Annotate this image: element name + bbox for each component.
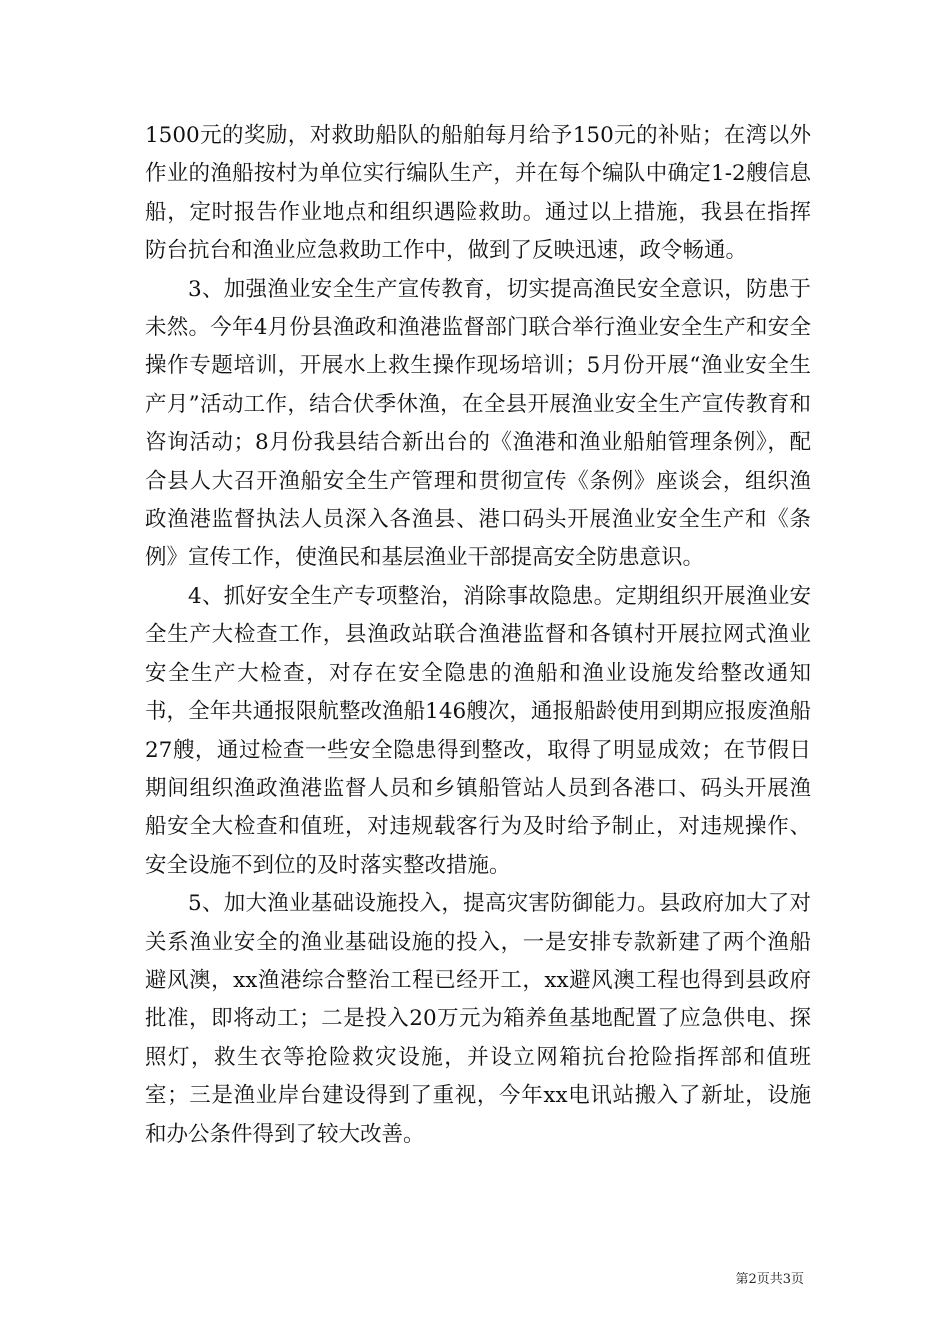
page-number-footer: 第2页共3页 [735, 1272, 804, 1287]
document-body [145, 117, 811, 1154]
paragraph-3: 4、抓好安全生产专项整治，消除事故隐患。定期组织开展渔业安全生产大检查工作，县渔政站联合渔港监督和各镇村开展拉网式渔业安全生产大检查，对存在安全隐患的渔船和渔业设施发给整改通知书，全年共通报限航整改渔船146艘次，通报船龄使用到期应报废渔船27艘，通过检查一些安全隐患得到整改，取得了明显成效；在节假日期间组织渔政渔港监督人员和乡镇船管站人员到各港口、码头开展渔船安全大检查和值班，对违规载客行为及时给予制止，对违规操作、安全设施不到位的及时落实整改措施。 [145, 583, 811, 878]
paragraph-4: 5、加大渔业基础设施投入，提高灾害防御能力。县政府加大了对关系渔业安全的渔业基础设施的投入，一是安排专款新建了两个渔船避风澳，xx渔港综合整治工程已经开工，xx避风澳工程也得到县政府批准，即将动工；二是投入20万元为箱养鱼基地配置了应急供电、探照灯，救生衣等抢险救灾设施，并设立网箱抗台抢险指挥部和值班室；三是渔业岸台建设得到了重视，今年xx电讯站搬入了新址，设施和办公条件得到了较大改善。 [145, 891, 811, 1147]
paragraph-1: 1500元的奖励，对救助船队的船舶每月给予150元的补贴；在湾以外作业的渔船按村为单位实行编队生产，并在每个编队中确定1-2艘信息船，定时报告作业地点和组织遇险救助。通过以上措施，我县在指挥防台抗台和渔业应急救助工作中，做到了反映迅速，政令畅通。 [145, 123, 811, 264]
paragraph-2: 3、加强渔业安全生产宣传教育，切实提高渔民安全意识，防患于未然。今年4月份县渔政和渔港监督部门联合举行渔业安全生产和安全操作专题培训，开展水上救生操作现场培训；5月份开展“渔业安全生产月”活动工作，结合伏季休渔，在全县开展渔业安全生产宣传教育和咨询活动；8月份我县结合新出台的《渔港和渔业船舶管理条例》，配合县人大召开渔船安全生产管理和贯彻宣传《条例》座谈会，组织渔政渔港监督执法人员深入各渔县、港口码头开展渔业安全生产和《条例》宣传工作，使渔民和基层渔业干部提高安全防患意识。 [145, 276, 811, 571]
